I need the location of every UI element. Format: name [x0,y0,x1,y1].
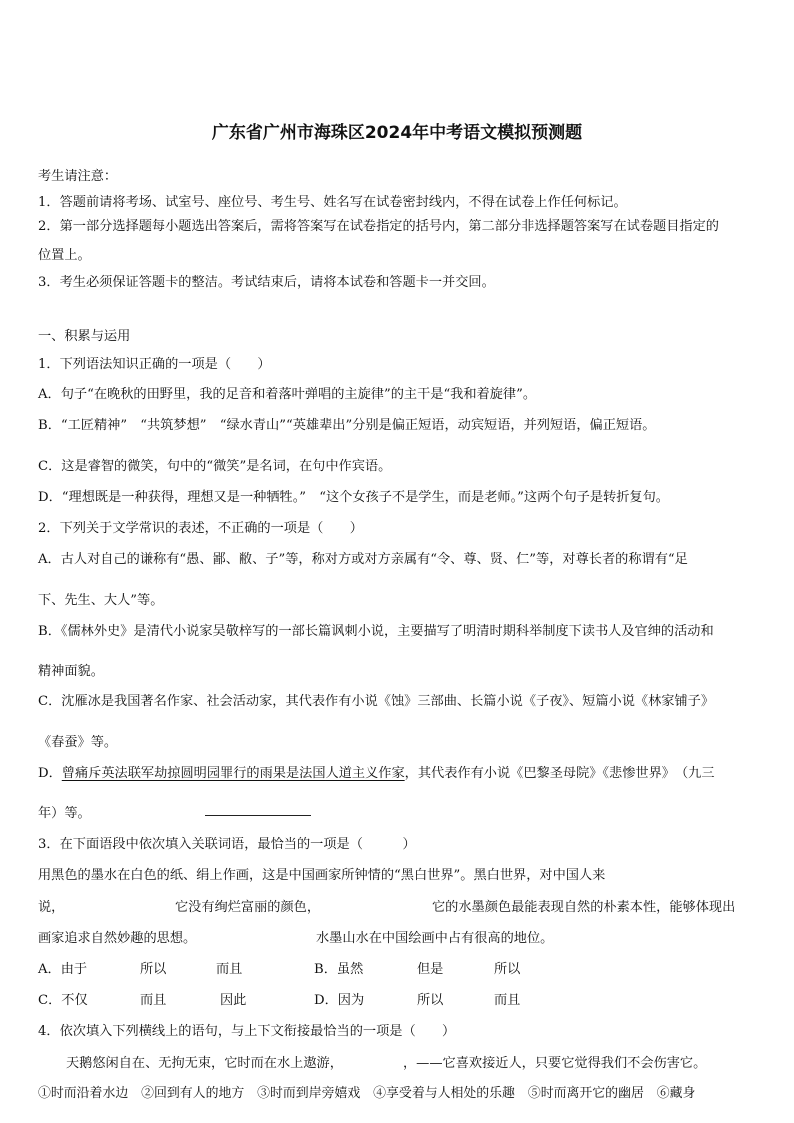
q1-option-c: C．这是睿智的微笑，句中的“微笑”是名词，在句中作宾语。 [38,459,392,474]
q3-option-d-2: 所以 [417,993,444,1008]
notice-item-2-cont: 位置上。 [38,248,91,263]
q2-option-d-underlined-2: 人道主义作家 [325,766,405,781]
notice-heading: 考生请注意： [38,169,118,184]
q4-passage-1b: ，——它喜欢接近人，只要它觉得我们不会伤害它。 [403,1056,707,1071]
q3-option-c-2: 而且 [140,993,167,1008]
q1-option-a: A．句子“在晚秋的田野里，我的足音和着落叶弹唱的主旋律”的主干是“我和着旋律”。 [38,387,537,402]
q3-option-c-1: C．不仅 [38,993,88,1008]
answer-blank[interactable] [205,815,311,816]
q1-stem: 1．下列语法知识正确的一项是（ ） [38,357,271,372]
q3-passage-1: 用黑色的墨水在白色的纸、绢上作画，这是中国画家所钟情的“黑白世界”。黑白世界，对中国人来 [38,868,606,883]
q2-option-b: B．《儒林外史》是清代小说家吴敬梓写的一部长篇讽刺小说，主要描写了明清时期科举制度下读书人及官绅的活动和 [38,624,714,639]
q3-option-d-3: 而且 [494,993,521,1008]
q2-option-b-cont: 精神面貌。 [38,664,104,679]
q2-option-d-underlined-1: 曾痛斥英法联军劫掠圆明园罪行的雨果是法国 [61,766,326,781]
q3-passage-3b: 水墨山水在中国绘画中占有很高的地位。 [316,931,554,946]
q3-option-a-1: A．由于 [38,962,88,977]
q2-option-a-cont: 下、先生、大人”等。 [38,593,164,608]
q3-passage-2b: 它没有绚烂富丽的颜色， [175,900,321,915]
section-heading: 一、积累与运用 [38,329,131,344]
q3-passage-2a: 说， [38,900,65,915]
notice-item-1: 1．答题前请将考场、试室号、座位号、考生号、姓名写在试卷密封线内，不得在试卷上作任何标记。 [38,195,627,210]
q2-option-d-cont: 年）等。 [38,806,91,821]
q3-option-a-2: 所以 [140,962,167,977]
q2-option-d [38,765,715,783]
q2-option-d-label: D． [38,766,62,781]
q2-option-d-rest: ，其代表作有小说《巴黎圣母院》《悲惨世界》 （九三 [404,766,715,781]
q2-option-a: A．古人对自己的谦称有“愚、鄙、敝、子”等，称对方或对方亲属有“令、尊、贤、仁”等，对尊长者的称谓有“足 [38,552,688,567]
q1-option-b: B．“工匠精神” “共筑梦想” “绿水青山”“英雄辈出”分别是偏正短语，动宾短语，并列短语，偏正短语。 [38,418,656,433]
q3-option-d-1: D．因为 [314,993,365,1008]
q2-option-c-cont: 《春蚕》等。 [38,735,118,750]
q3-passage-2c: 它的水墨颜色最能表现自然的朴素本性，能够体现出 [432,900,736,915]
q3-option-b-2: 但是 [417,962,444,977]
q2-stem: 2．下列关于文学常识的表述，不正确的一项是（ ） [38,521,363,536]
q2-option-c: C．沈雁冰是我国著名作家、社会活动家，其代表作有小说《蚀》三部曲、长篇小说《子夜》、短篇小说《林家铺子》 [38,694,715,709]
page-title: 广东省广州市海珠区2024年中考语文模拟预测题 [211,123,583,143]
q3-option-b-1: B．虽然 [314,962,364,977]
q4-items: ①时而沿着水边 ②回到有人的地方 ③时而到岸旁嬉戏 ④享受着与人相处的乐趣 ⑤时而离开它的幽居 ⑥藏身 [38,1086,696,1101]
q4-passage-1a: 天鹅悠闲自在、无拘无束，它时而在水上遨游， [66,1056,343,1071]
notice-item-2: 2．第一部分选择题每小题选出答案后，需将答案写在试卷指定的括号内，第二部分非选择题答案写在试卷题目指定的 [38,219,719,234]
q3-passage-3a: 画家追求自然妙趣的思想。 [38,931,197,946]
q3-option-a-3: 而且 [216,962,243,977]
q3-option-c-3: 因此 [220,993,247,1008]
q3-option-b-3: 所以 [494,962,521,977]
notice-item-3: 3．考生必须保证答题卡的整洁。考试结束后，请将本试卷和答题卡一并交回。 [38,275,495,290]
q1-option-d: D．“理想既是一种获得，理想又是一种牺牲。” “这个女孩子不是学生，而是老师。”这两个句子是转折复句。 [38,490,669,505]
q3-stem: 3．在下面语段中依次填入关联词语，最恰当的一项是（ ） [38,837,416,852]
q4-stem: 4．依次填入下列横线上的语句，与上下文衔接最恰当的一项是（ ） [38,1024,456,1039]
